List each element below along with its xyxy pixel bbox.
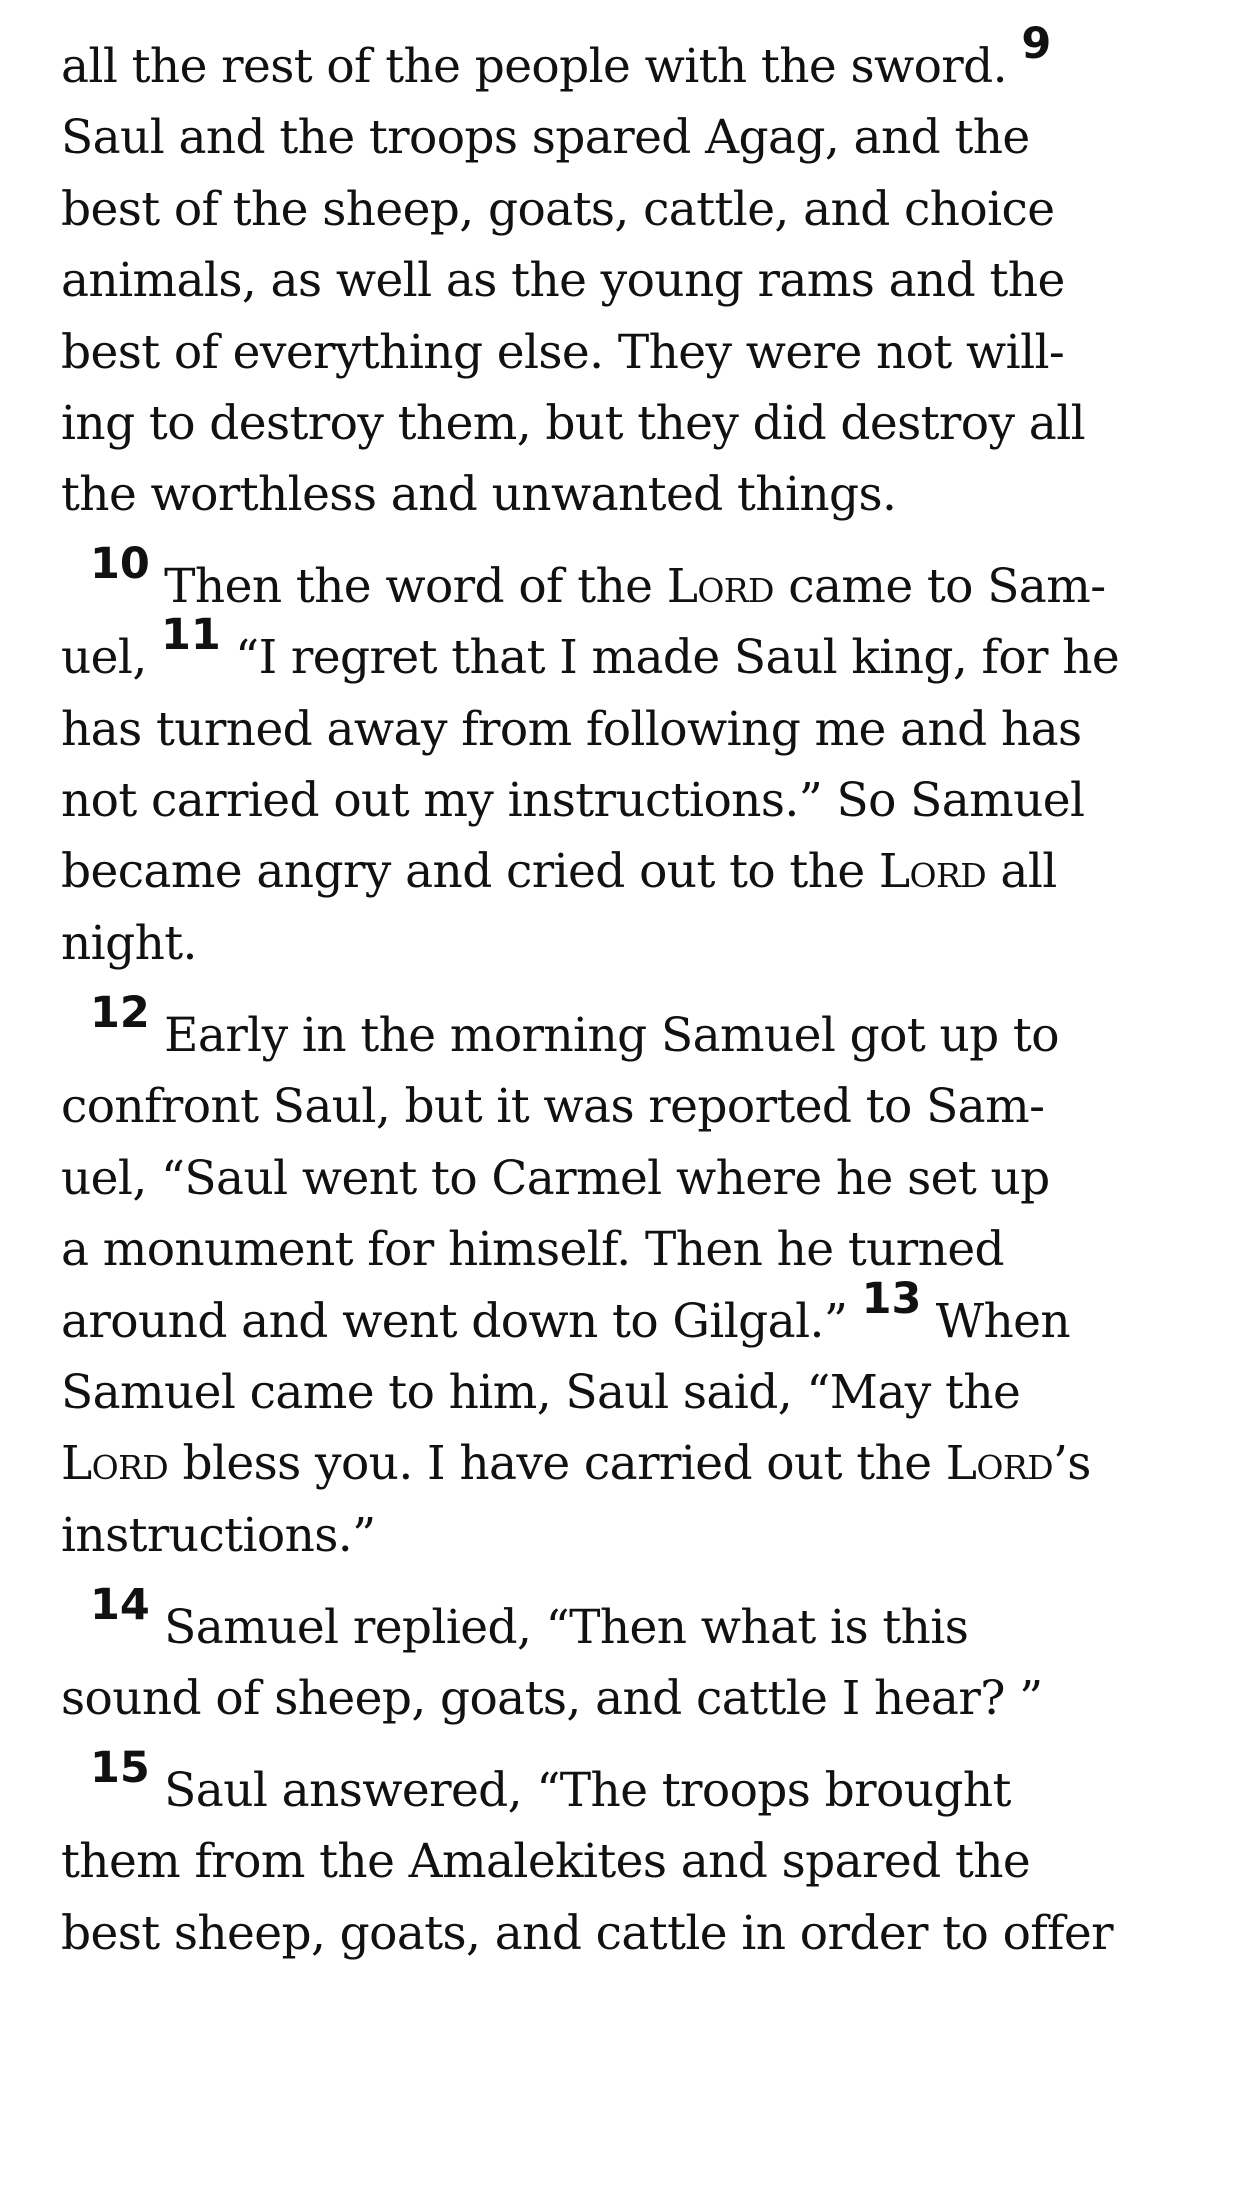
verse-text: all: [986, 844, 1057, 899]
text-line: [61, 388, 1085, 459]
verse-text: ing to destroy them, but they did destroy all: [61, 396, 1086, 451]
verse-text: Samuel came to him, Saul said, “May the: [61, 1365, 1021, 1420]
text-line: [61, 610, 1120, 693]
verse-text: “I regret that I made Saul king, for he: [220, 630, 1120, 685]
divine-name: Lord: [945, 1436, 1053, 1491]
text-line: [61, 1500, 376, 1571]
text-line: [61, 174, 1055, 245]
verse-number: 9: [1021, 19, 1052, 69]
text-line: [61, 317, 1064, 388]
divine-name: Lord: [61, 1436, 169, 1491]
verse-text: instructions.”: [61, 1508, 376, 1563]
text-line: [61, 1663, 1043, 1734]
text-line: [61, 1143, 1050, 1214]
verse-number: 11: [161, 610, 221, 660]
text-line: [61, 908, 197, 979]
verse-number: 14: [90, 1580, 150, 1630]
verse-text: When: [921, 1294, 1071, 1349]
text-line: [90, 988, 1059, 1071]
text-line: [61, 1357, 1020, 1428]
verse-text: confront Saul, but it was reported to Sam-: [61, 1079, 1045, 1134]
verse-text: around and went down to Gilgal.”: [61, 1294, 862, 1349]
verse-text: bless you. I have carried out the: [168, 1436, 946, 1491]
text-line: [61, 694, 1082, 765]
text-line: [90, 1580, 969, 1663]
text-line: [61, 1071, 1044, 1142]
verse-text: Samuel replied, “Then what is this: [149, 1600, 969, 1655]
verse-text: a monument for himself. Then he turned: [61, 1222, 1005, 1277]
verse-text: them from the Amalekites and spared the: [61, 1834, 1031, 1889]
verse-text: best sheep, goats, and cattle in order to offer: [61, 1906, 1113, 1961]
verse-text: became angry and cried out to the: [61, 844, 879, 899]
verse-number: 10: [90, 539, 150, 589]
text-line: [61, 1898, 1113, 1969]
text-line: [61, 1826, 1030, 1897]
verse-text: the worthless and unwanted things.: [61, 467, 897, 522]
verse-text: Then the word of the: [149, 559, 667, 614]
verse-text: uel,: [61, 630, 161, 685]
verse-text: Early in the morning Samuel got up to: [149, 1008, 1059, 1063]
verse-text: best of everything else. They were not will-: [61, 325, 1065, 380]
verse-text: not carried out my instructions.” So Samuel: [61, 773, 1085, 828]
verse-number: 12: [90, 988, 150, 1038]
verse-text: has turned away from following me and has: [61, 702, 1082, 757]
verse-text: Saul and the troops spared Agag, and the: [61, 110, 1030, 165]
verse-text: best of the sheep, goats, cattle, and choice: [61, 182, 1055, 237]
verse-text: all the rest of the people with the sword.: [61, 39, 1022, 94]
text-line: [61, 765, 1084, 836]
text-line: [61, 19, 1052, 102]
verse-text: night.: [61, 916, 197, 971]
divine-name: Lord: [666, 559, 774, 614]
verse-text: uel, “Saul went to Carmel where he set up: [61, 1151, 1050, 1206]
text-line: [61, 1428, 1091, 1499]
verse-text: animals, as well as the young rams and the: [61, 253, 1065, 308]
text-line: [61, 102, 1030, 173]
verse-text: came to Sam-: [773, 559, 1106, 614]
verse-text: ’s: [1052, 1436, 1091, 1491]
verse-number: 15: [90, 1743, 150, 1793]
text-line: [90, 539, 1106, 622]
verse-number: 13: [861, 1274, 922, 1324]
text-line: [61, 836, 1057, 907]
text-line: [90, 1743, 1011, 1826]
verse-text: Saul answered, “The troops brought: [149, 1763, 1011, 1818]
text-line: [61, 1274, 1071, 1357]
text-line: [61, 459, 896, 530]
divine-name: Lord: [878, 844, 987, 899]
verse-text: sound of sheep, goats, and cattle I hear? ”: [61, 1671, 1043, 1726]
text-line: [61, 245, 1065, 316]
